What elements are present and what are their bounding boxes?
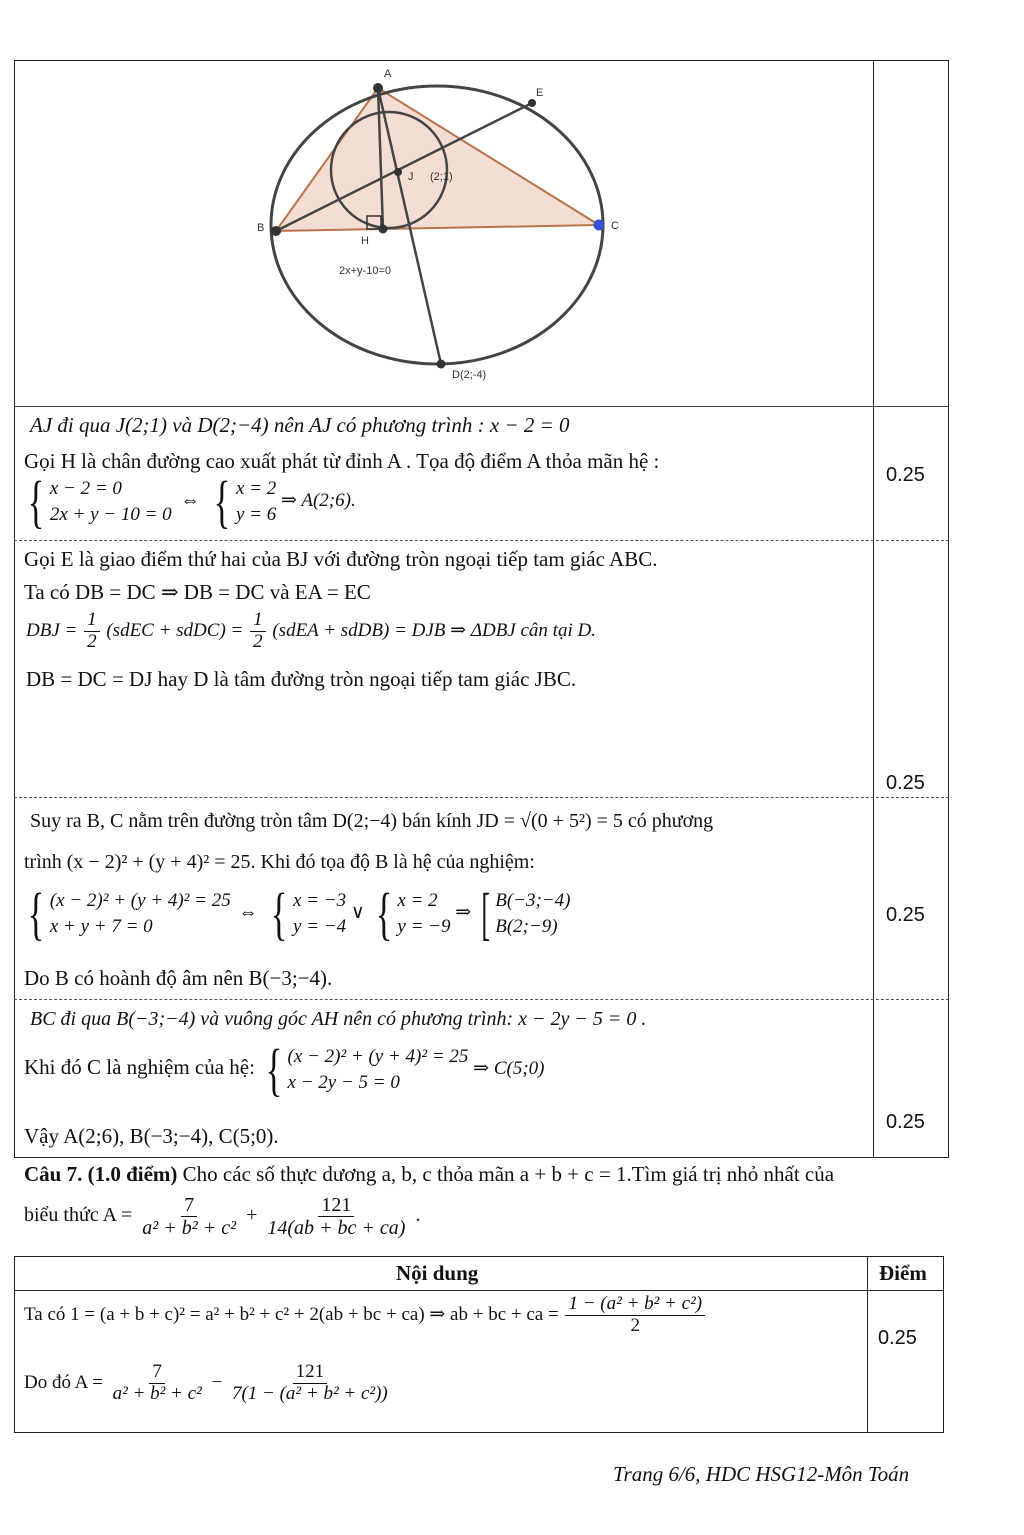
row2-score: 0.25 <box>886 772 925 794</box>
row2-line3: DBJ = $\frac{1}{2}$ (sdEC + sdDC) = $\frac{1}{2}$ (sdEA + sdDB) = DJB ⇒ ΔDBJ cân tại D. <box>26 609 596 652</box>
triangle-abc <box>276 88 599 231</box>
question7-title: Câu 7. (1.0 điểm) <box>24 1162 178 1186</box>
row4-line3: Vậy A(2;6), B(−3;−4), C(5;0). <box>24 1124 279 1148</box>
row2-line1: Gọi E là giao điểm thứ hai của BJ với đường tròn ngoại tiếp tam giác ABC. <box>24 547 658 571</box>
label-j-coord: (2;1) <box>430 171 453 183</box>
point-d-dot <box>437 360 446 369</box>
label-e: E <box>536 87 544 99</box>
table2-header-score: Điểm <box>879 1261 927 1285</box>
label-d: D(2;-4) <box>452 369 487 381</box>
label-b: B <box>257 222 265 234</box>
question7-line1 <box>24 1162 834 1186</box>
row1-line2: Gọi H là chân đường cao xuất phát từ đỉnh A . Tọa độ điểm A thỏa mãn hệ : <box>24 449 660 473</box>
row3-system: { (x − 2)² + (y + 4)² = 25 x + y + 7 = 0 ⇔ { x = −3 y = −4 ∨ { x = 2 y = −9 ⇒ [ B(−3;−4) B(2;−9) <box>27 880 571 946</box>
table2-header-divider <box>14 1290 944 1291</box>
table2-border <box>14 1256 944 1433</box>
point-j-dot <box>394 168 402 176</box>
row4-score: 0.25 <box>886 1111 925 1133</box>
row2-line4: DB = DC = DJ hay D là tâm đường tròn ngoại tiếp tam giác JBC. <box>26 667 577 691</box>
point-h-dot <box>379 225 388 234</box>
point-a-dot <box>373 83 383 93</box>
table2-line2: Do đó A = $\frac{7}{\text{a² + b² + c²}}$ − $\frac{121}{\text{7(1 − (a² + b² + c²))}}$ <box>24 1361 388 1404</box>
label-line-bc: 2x+y-10=0 <box>339 265 391 277</box>
row3-line2: trình (x − 2)² + (y + 4)² = 25. Khi đó tọa độ B là hệ của nghiệm: <box>24 851 535 873</box>
row1-line1: AJ đi qua J(2;1) và D(2;−4) nên AJ có phương trình : x − 2 = 0 <box>30 413 570 437</box>
geometry-figure <box>240 60 640 390</box>
row2-line2: Ta có DB = DC ⇒ DB = DC và EA = EC <box>24 580 371 604</box>
question7-expression: biểu thức A = $\frac{7}{\text{a² + b² + c²}}$ + $\frac{121}{14(ab + bc + ca)}$ . <box>24 1194 421 1239</box>
row3-line1: Suy ra B, C nằm trên đường tròn tâm D(2;−4) bán kính JD = √(0 + 5²) = 5 có phương <box>30 810 714 832</box>
row1-system: { x − 2 = 0 2x + y − 10 = 0 ⇔ { x = 2 y = 6 ⇒ A(2;6). <box>27 468 356 534</box>
row1-score: 0.25 <box>886 464 925 486</box>
table1-row-divider <box>14 540 949 542</box>
page-footer: Trang 6/6, HDC HSG12-Môn Toán <box>613 1462 910 1486</box>
table1-row-divider <box>14 797 949 799</box>
table2-score: 0.25 <box>878 1327 917 1349</box>
table1-col-divider <box>873 60 874 1158</box>
question7-text: Cho các số thực dương a, b, c thỏa mãn a + b + c = 1.Tìm giá trị nhỏ nhất của <box>177 1162 835 1186</box>
table2-col-divider <box>867 1256 868 1433</box>
point-e-dot <box>528 99 536 107</box>
label-a: A <box>384 68 392 80</box>
table1-row-divider <box>14 406 949 407</box>
table2-line1: Ta có 1 = (a + b + c)² = a² + b² + c² + 2(ab + bc + ca) ⇒ ab + bc + ca = $\frac{\text{1 − (a² + b² + c²)}}{2}$ <box>24 1294 707 1337</box>
label-h: H <box>361 235 369 247</box>
table1-row-divider <box>14 999 949 1001</box>
label-c: C <box>611 220 619 232</box>
point-c-dot <box>594 220 605 231</box>
row4-line1: BC đi qua B(−3;−4) và vuông góc AH nên có phương trình: x − 2y − 5 = 0 . <box>30 1008 647 1030</box>
row3-line4: Do B có hoành độ âm nên B(−3;−4). <box>24 966 333 990</box>
table2-header-content: Nội dung <box>396 1261 479 1285</box>
row3-score: 0.25 <box>886 904 925 926</box>
row4-system: Khi đó C là nghiệm của hệ: { (x − 2)² + (y + 4)² = 25 x − 2y − 5 = 0 ⇒ C(5;0) <box>24 1036 545 1102</box>
label-j: J <box>408 171 414 183</box>
point-b-dot <box>271 226 281 236</box>
